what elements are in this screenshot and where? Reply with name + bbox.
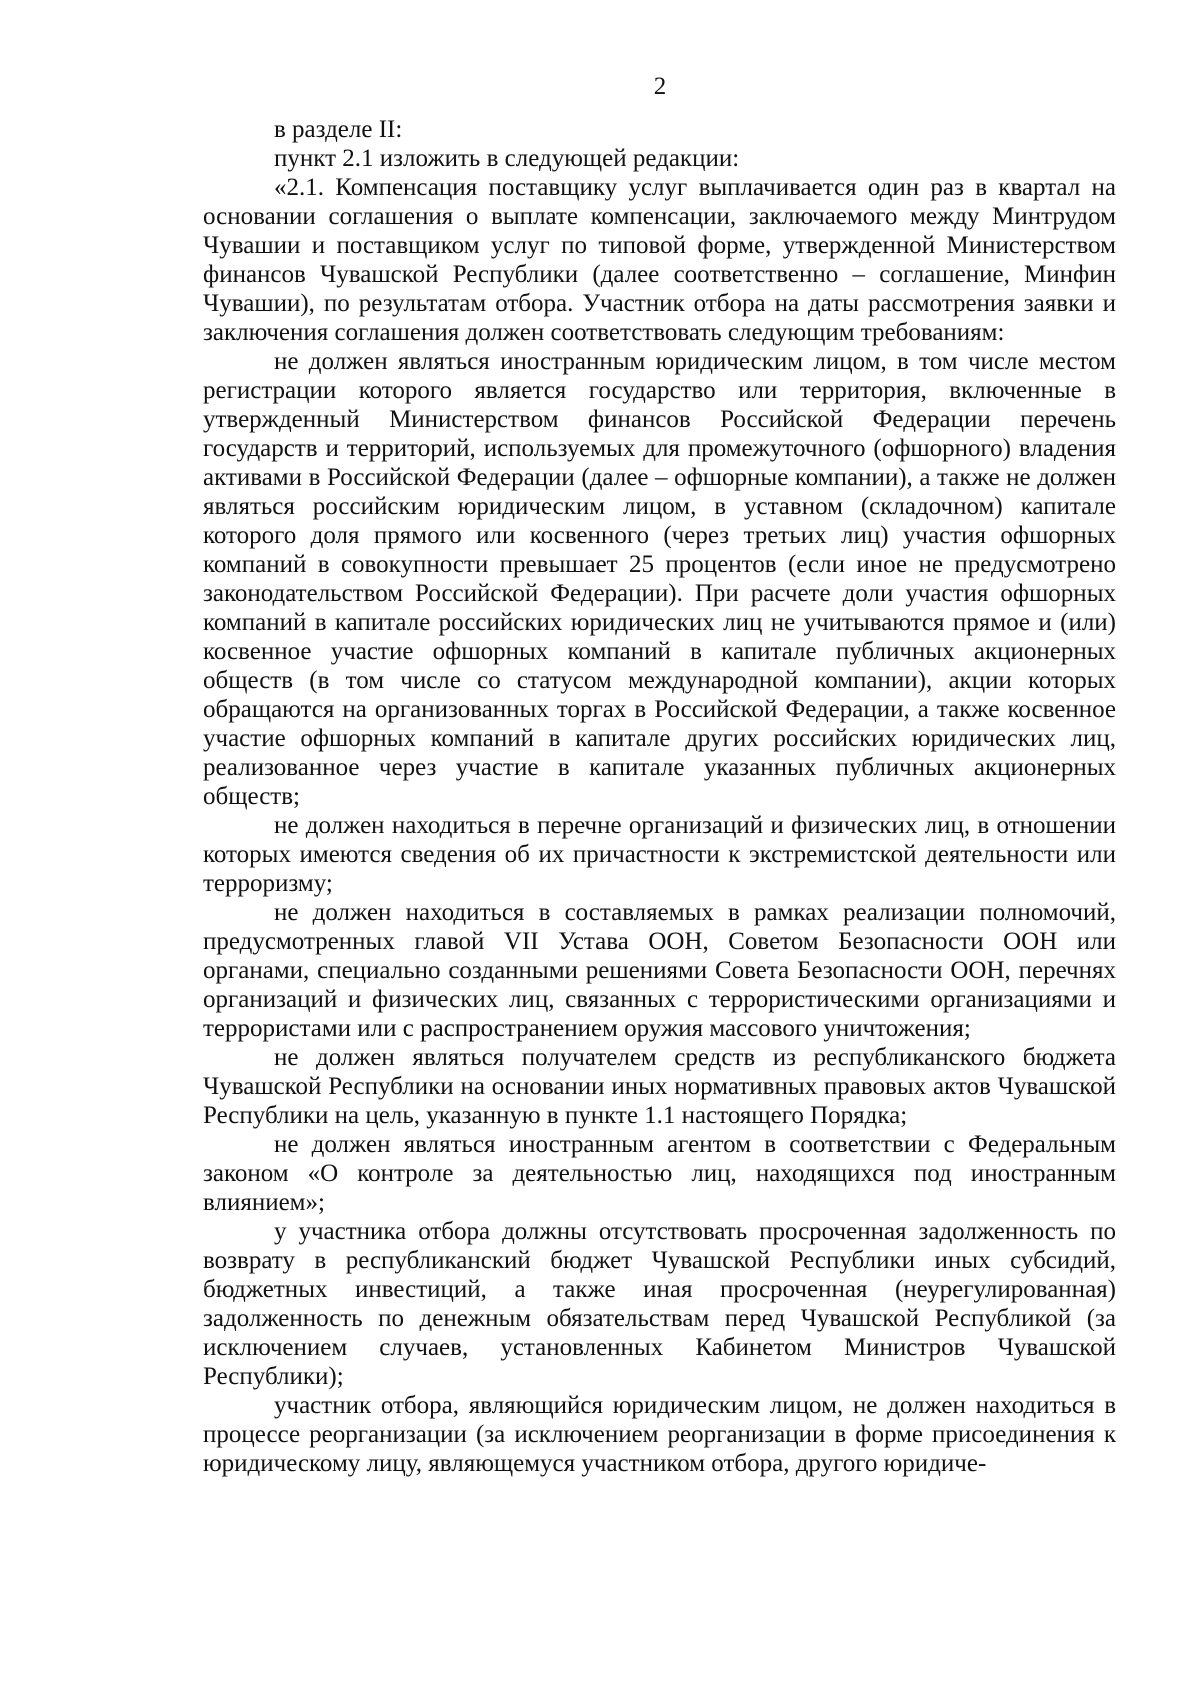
- paragraph-clause-2-1: «2.1. Компенсация поставщику услуг выплачивается один раз в квартал на основании соглашения о выплате компенсации, заключаемого между Минтрудом Чувашии и поставщиком услуг по типовой форме, утвержденной Министерством финансов Чувашской Республики (далее соответственно – соглашение, Минфин Чувашии), по результатам отбора. Участник отбора на даты рассмотрения заявки и заключения соглашения должен соответствовать следующим требованиям:: [203, 174, 1116, 346]
- paragraph-reorganization-requirement: участник отбора, являющийся юридическим лицом, не должен находиться в процессе реорганизации (за исключением реорганизации в форме присоединения к юридическому лицу, являющемуся участником отбора, другого юридиче-: [203, 1392, 1116, 1477]
- paragraph-amendment-intro: пункт 2.1 изложить в следующей редакции:: [274, 145, 740, 172]
- paragraph-offshore-requirement: не должен являться иностранным юридическим лицом, в том числе местом регистрации которого является государство или территория, включенные в утвержденный Министерством финансов Российской Федерации перечень государств и территорий, используемых для промежуточного (офшорного) владения активами в Российской Федерации (далее – офшорные компании), а также не должен являться российским юридическим лицом, в уставном (складочном) капитале которого доля прямого или косвенного (через третьих лиц) участия офшорных компаний в совокупности превышает 25 процентов (если иное не предусмотрено законодательством Российской Федерации). При расчете доли участия офшорных компаний в капитале российских юридических лиц не учитываются прямое и (или) косвенное участие офшорных компаний в капитале публичных акционерных обществ (в том числе со статусом международной компании), акции которых обращаются на организованных торгах в Российской Федерации, а также косвенное участие офшорных компаний в капитале других российских юридических лиц, реализованное через участие в капитале указанных публичных акционерных обществ;: [203, 348, 1116, 810]
- paragraph-budget-funds-requirement: не должен являться получателем средств из республиканского бюджета Чувашской Республики на основании иных нормативных правовых актов Чувашской Республики на цель, указанную в пункте 1.1 настоящего Порядка;: [203, 1044, 1116, 1129]
- paragraph-un-list-requirement: не должен находиться в составляемых в рамках реализации полномочий, предусмотренных главой VII Устава ООН, Советом Безопасности ООН или органами, специально созданными решениями Совета Безопасности ООН, перечнях организаций и физических лиц, связанных с террористическими организациями и террористами или с распространением оружия массового уничтожения;: [203, 899, 1116, 1042]
- paragraph-foreign-agent-requirement: не должен являться иностранным агентом в соответствии с Федеральным законом «О контроле за деятельностью лиц, находящихся под иностранным влиянием»;: [203, 1131, 1116, 1216]
- document-body: [203, 115, 1116, 1478]
- paragraph-extremism-requirement: не должен находиться в перечне организаций и физических лиц, в отношении которых имеются сведения об их причастности к экстремистской деятельности или терроризму;: [203, 812, 1116, 897]
- page-number: 2: [653, 73, 667, 100]
- paragraph-section-ref: в разделе II:: [274, 116, 403, 143]
- paragraph-debt-requirement: у участника отбора должны отсутствовать просроченная задолженность по возврату в республиканский бюджет Чувашской Республики иных субсидий, бюджетных инвестиций, а также иная просроченная (неурегулированная) задолженность по денежным обязательствам перед Чувашской Республикой (за исключением случаев, установленных Кабинетом Министров Чувашской Республики);: [203, 1218, 1116, 1390]
